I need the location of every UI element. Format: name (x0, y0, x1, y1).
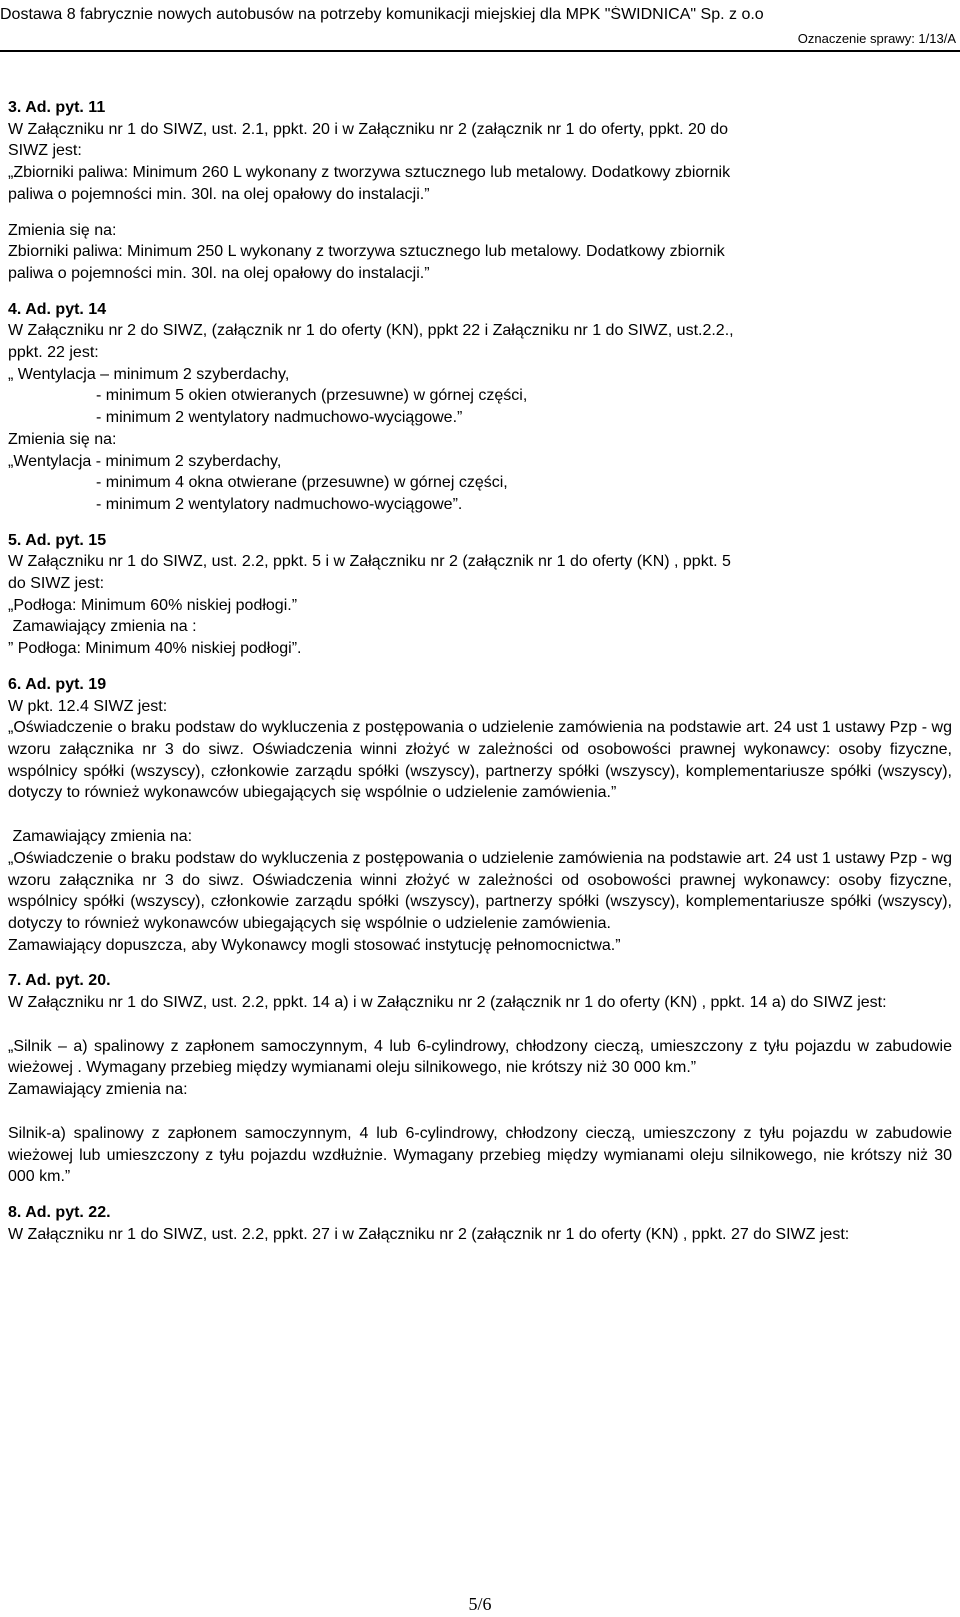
text-line: „Podłoga: Minimum 60% niskiej podłogi.” (8, 596, 298, 614)
list-item: - minimum 2 wentylatory nadmuchowo-wyciągowe”. (96, 495, 463, 513)
section-heading: 6. Ad. pyt. 19 (8, 675, 107, 693)
page-number: 5/6 (468, 1594, 492, 1614)
text-line: ppkt. 22 jest: (8, 344, 99, 362)
paragraph: W Załączniku nr 1 do SIWZ, ust. 2.2, ppkt. 27 i w Załączniku nr 2 (załącznik nr 1 do oferty (KN) , ppkt. 27 do SIWZ jest: (8, 1225, 850, 1243)
list-item: - minimum 5 okien otwieranych (przesuwne) w górnej części, (96, 387, 528, 405)
text-line: W pkt. 12.4 SIWZ jest: (8, 697, 168, 715)
section-heading: 3. Ad. pyt. 11 (8, 99, 106, 116)
document-body (8, 97, 952, 1245)
text-line: W Załączniku nr 1 do SIWZ, ust. 2.2, ppkt. 5 i w Załączniku nr 2 (załącznik nr 1 do oferty (KN) , ppkt. 5 (8, 553, 731, 571)
document-title: Dostawa 8 fabrycznie nowych autobusów na potrzeby komunikacji miejskiej dla MPK "ŚWIDNICA" Sp. z o.o (0, 6, 764, 23)
change-label: Zamawiający zmienia na: (8, 1081, 188, 1099)
section-heading: 8. Ad. pyt. 22. (8, 1203, 111, 1221)
list-item: - minimum 4 okna otwierane (przesuwne) w górnej części, (96, 474, 508, 492)
list-item: - minimum 2 wentylatory nadmuchowo-wyciągowe.” (96, 409, 463, 427)
section-heading: 7. Ad. pyt. 20. (8, 972, 111, 990)
page-header (0, 0, 960, 52)
change-label: Zmienia się na: (8, 430, 117, 448)
paragraph: „Silnik – a) spalinowy z zapłonem samoczynnym, 4 lub 6-cylindrowy, chłodzony cieczą, umieszczony z tyłu pojazdu w zabudowie wieżowej . Wymagany przebieg między wymianami oleju silnikowego, nie krótszy niż 30 000 km.” (8, 1037, 952, 1077)
paragraph: „Oświadczenie o braku podstaw do wykluczenia z postępowania o udzielenie zamówienia na podstawie art. 24 ust 1 ustawy Pzp - wg wzoru załącznika nr 3 do siwz. Oświadczenia winni złożyć w zależności od osobowości prawnej wykonawcy: osoby fizyczne, wspólnicy spółki (wszyscy), członkowie zarządu spółki (wszyscy), partnerzy spółki (wszyscy), komplementariusze spółki (wszyscy), dotyczy to również wykonawców ubiegających się wspólnie o udzielenie zamówienia.” (8, 719, 952, 802)
text-line: do SIWZ jest: (8, 575, 105, 593)
text-line: „Wentylacja - minimum 2 szyberdachy, (8, 452, 282, 470)
text-line: paliwa o pojemności min. 30l. na olej opałowy do instalacji.” (8, 185, 430, 203)
section-heading: 4. Ad. pyt. 14 (8, 300, 107, 318)
text-line: „Zbiorniki paliwa: Minimum 260 L wykonany z tworzywa sztucznego lub metalowy. Dodatkowy zbiornik (8, 164, 731, 182)
paragraph: Silnik-a) spalinowy z zapłonem samoczynnym, 4 lub 6-cylindrowy, chłodzony cieczą, umieszczony z tyłu pojazdu w zabudowie wieżowej lub umieszczony z tyłu pojazdu wzdłużnie. Wymagany przebieg między wymianami oleju silnikowego, nie krótszy niż 30 000 km.” (8, 1124, 952, 1186)
section-heading: 5. Ad. pyt. 15 (8, 531, 107, 549)
text-line: SIWZ jest: (8, 142, 82, 160)
text-line: W Załączniku nr 1 do SIWZ, ust. 2.1, ppkt. 20 i w Załączniku nr 2 (załącznik nr 1 do oferty, ppkt. 20 do (8, 120, 729, 138)
change-label: Zamawiający zmienia na : (8, 618, 197, 636)
text-line: W Załączniku nr 2 do SIWZ, (załącznik nr 1 do oferty (KN), ppkt 22 i Załączniku nr 1 do SIWZ, ust.2.2., (8, 322, 734, 340)
text-line: Zbiorniki paliwa: Minimum 250 L wykonany z tworzywa sztucznego lub metalowy. Dodatkowy zbiornik (8, 243, 725, 261)
text-line: Zamawiający dopuszcza, aby Wykonawcy mogli stosować instytucję pełnomocnictwa.” (8, 936, 621, 954)
case-reference: Oznaczenie sprawy: 1/13/A (797, 31, 956, 46)
paragraph: W Załączniku nr 1 do SIWZ, ust. 2.2, ppkt. 14 a) i w Załączniku nr 2 (załącznik nr 1 do oferty (KN) , ppkt. 14 a) do SIWZ jest: (8, 994, 887, 1012)
header-rule (0, 50, 960, 52)
paragraph: „Oświadczenie o braku podstaw do wykluczenia z postępowania o udzielenie zamówienia na podstawie art. 24 ust 1 ustawy Pzp - wg wzoru załącznika nr 3 do siwz. Oświadczenia winni złożyć w zależności od osobowości prawnej wykonawcy: osoby fizyczne, wspólnicy spółki (wszyscy), członkowie zarządu spółki (wszyscy), partnerzy spółki (wszyscy), komplementariusze spółki (wszyscy), dotyczy to również wykonawców ubiegających się wspólnie o udzielenie zamówienia. (8, 849, 952, 932)
text-line: ” Podłoga: Minimum 40% niskiej podłogi”. (8, 640, 302, 658)
change-label: Zamawiający zmienia na: (8, 828, 193, 846)
change-label: Zmienia się na: (8, 221, 117, 239)
text-line: paliwa o pojemności min. 30l. na olej opałowy do instalacji.” (8, 264, 430, 282)
text-line: „ Wentylacja – minimum 2 szyberdachy, (8, 365, 290, 383)
